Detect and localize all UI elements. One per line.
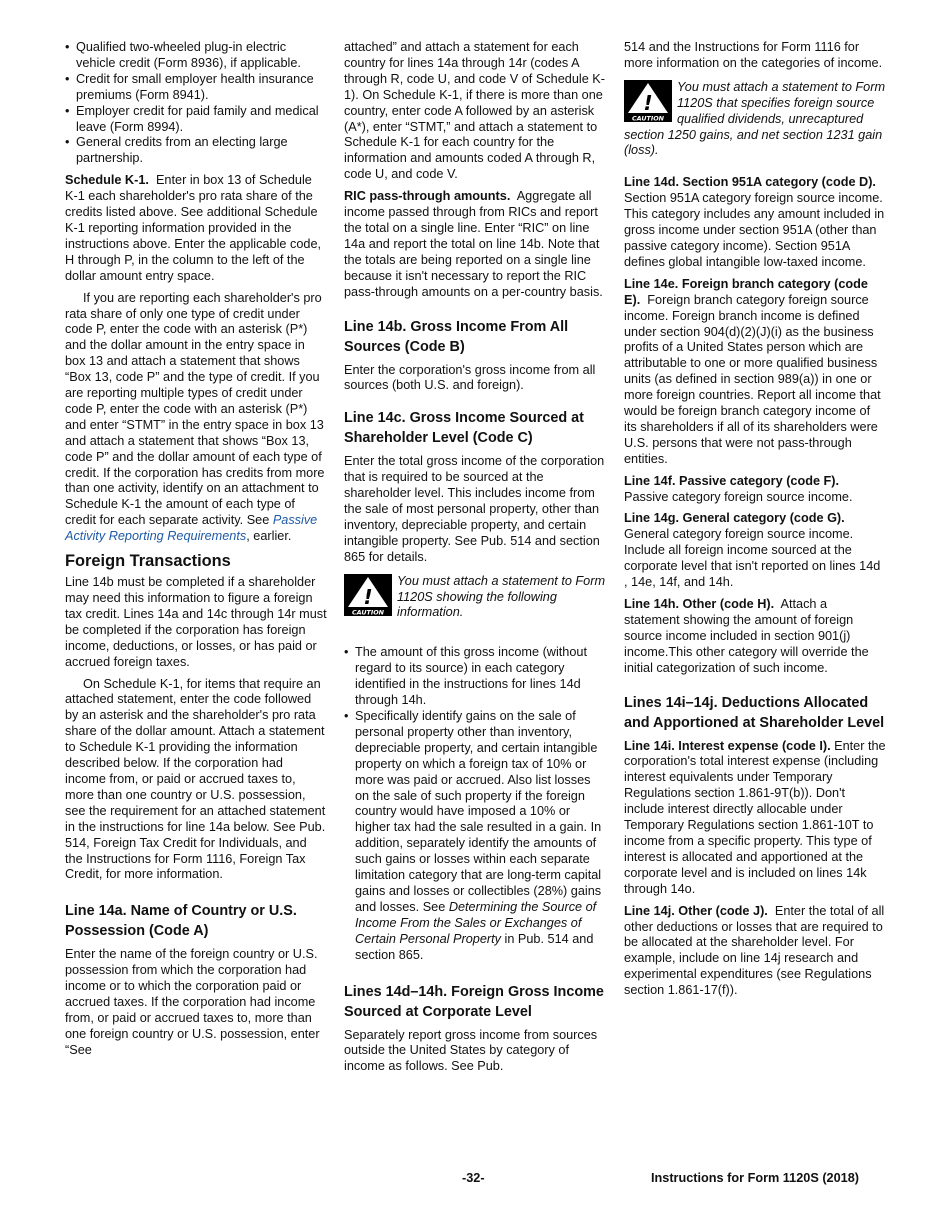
schedule-k1-heading: Schedule K-1. [65, 173, 149, 188]
caution-icon [624, 80, 672, 122]
line-14e-paragraph [624, 277, 886, 468]
line-14i-paragraph [624, 739, 886, 898]
line-14j-text: Enter the total of all other deductions or losses that are required to be allocated at the shareholder level. For example, include on line 14j research and experimental expenditures (see Regulations section 1.861-17(f)). [624, 903, 885, 998]
line-14j-heading: Line 14j. Other (code J). [624, 903, 768, 918]
line-14h-text: Attach a statement showing the amount of foreign source income included in section 901(j) income.This other category will override the initial categorization of such income. [624, 597, 869, 675]
line-14i-heading: Line 14i. Interest expense (code I). [624, 738, 831, 753]
line-14i-14j-heading: Lines 14i–14j. Deductions Allocated and Apportioned at Shareholder Level [624, 694, 885, 731]
caution-note [624, 80, 886, 160]
line-14d-14h-text: Separately report gross income from sources outside the United States by category of income as follows. See Pub. [344, 1027, 598, 1074]
schedule-k1-paragraph [65, 173, 327, 284]
line-14d-text: Section 951A category foreign source income. This category includes any amount included in gross income under section 951A (other than passive category income). Section 951A defines global intangible low-taxed income. [624, 191, 885, 269]
line-14f-paragraph [624, 474, 886, 506]
column-middle [344, 40, 606, 1081]
schedule-k1-text: Enter in box 13 of Schedule K-1 each shareholder's pro rata share of the credits listed above. See additional Schedule K-1 reporting information provided in the instructions above. Enter the applicable code, H through P, in the column to the left of the dollar amount entry space. [65, 173, 322, 283]
line-14a-heading: Line 14a. Name of Country or U.S. Possession (Code A) [65, 903, 297, 940]
line-14c-text: Enter the total gross income of the corporation that is required to be sourced at the shareholder level. This includes income from the sale of most personal property, other than inventory, depreciable property, and certain intangible property. See Pub. 514 and section 865 for details. [344, 454, 605, 564]
page-number: -32- [462, 1171, 485, 1185]
line-14i-text: Enter the corporation's total interest expense (including interest equivalents under Temporary Regulations section 1.861-9T(b)). Don't include interest directly allocable under Temporary Regulations section 1.861-10T to income from a specific property. This type of interest is allocated and apportioned at the corporate level and is included on lines 14k through 14o. [624, 738, 886, 896]
line-14e-heading: Line 14e. Foreign branch category (code E). [624, 276, 868, 307]
caution-text: You must attach a statement to Form 1120S showing the following information. [397, 573, 606, 620]
credit-bullet: • General credits from an electing large partnership. [65, 135, 327, 167]
line-14h-paragraph [624, 597, 886, 677]
credit-bullet: • Employer credit for paid family and medical leave (Form 8994). [65, 104, 327, 136]
caution-text: You must attach a statement to Form 1120S that specifies foreign source qualified dividends, unrecaptured section 1250 gains, and net section 1231 gain (loss). [624, 79, 886, 158]
line-14h-heading: Line 14h. Other (code H). [624, 597, 775, 611]
line-14d-14h-heading: Lines 14d–14h. Foreign Gross Income Sourced at Corporate Level [344, 983, 604, 1020]
column-right [624, 40, 886, 1005]
bullet-italic-reference: Determining the Source of Income From the Sales or Exchanges of Certain Personal Property [355, 899, 597, 946]
caution-icon [344, 574, 392, 616]
country-statement-text: attached” and attach a statement for each country for lines 14a through 14r (codes A through R, code U, and code V of Schedule K-1). On Schedule K-1, if there is more than one country, enter code A followed by an asterisk (A*), enter “STMT,” and attach a statement to Schedule K-1 for each country for the information and amounts coded A through R, code U, and code V. [344, 40, 605, 182]
passive-activity-link[interactable]: Passive Activity Reporting Requirements [65, 513, 318, 544]
bullet-tail: in Pub. 514 and section 865. [355, 931, 594, 962]
caution-mark: ! [363, 584, 373, 609]
credit-bullet: • Qualified two-wheeled plug-in electric vehicle credit (Form 8936), if applicable. [65, 40, 327, 72]
caution-label: CAUTION [351, 608, 385, 616]
ric-heading: RIC pass-through amounts. [344, 189, 511, 204]
caution-note [344, 574, 606, 622]
line-14a-text: Enter the name of the foreign country or U.S. possession from which the corporation had income or to which the corporation paid or accrued taxes. If the corporation had income from, or paid or accrued taxes to, more than one foreign country or U.S. possession, enter “See [65, 947, 320, 1057]
statement-bullet: • The amount of this gross income (without regard to its source) in each category identified in the instructions for lines 14d through 14h. [344, 645, 606, 709]
line-14e-text: Foreign branch category foreign source income. Foreign branch income is defined under section 904(d)(2)(J)(i) as the business profits of a United States person which are attributable to one or more qualified business units (as defined in section 989(a)) in one or more foreign countries. Report all income that would be foreign branch category income of its shareholders if all of its shareholders were U.S. persons that were not pass-through entities. [624, 292, 881, 466]
foreign-paragraph-2: On Schedule K-1, for items that require an attached statement, enter the code followed by an asterisk and the shareholder's pro rata share of the dollar amount. Attach a statement to Schedule K-1 providing the information described below. If the corporation had income from, or paid or accrued taxes to, more than one country or U.S. possession, see the requirement for an attached statement in the instructions for line 14a below. See Pub. 514, Foreign Tax Credit for Individuals, and the Instructions for Form 1116, Foreign Tax Credit, for more information. [65, 676, 326, 882]
line-14b-text: Enter the corporation's gross income from all sources (both U.S. and foreign). [344, 362, 596, 393]
line-14b-heading: Line 14b. Gross Income From All Sources (Code B) [344, 318, 569, 355]
line-14c-heading: Line 14c. Gross Income Sourced at Shareholder Level (Code C) [344, 410, 584, 447]
statement-bullet [344, 709, 606, 964]
credit-bullet: • Credit for small employer health insurance premiums (Form 8941). [65, 72, 327, 104]
line-14g-text: General category foreign source income. Include all foreign income sourced at the corporate level that isn't reported on lines 14d , 14e, 14f, and 14h. [624, 527, 881, 590]
line-14d-paragraph [624, 175, 886, 270]
ric-text: Aggregate all income passed through from RICs and report the total on a single line. Enter “RIC” on line 14a and report the total on line 14b. Note that the totals are being reported on a single line because it isn't necessary to report the RIC pass-through amounts on a per-country basis. [344, 189, 603, 299]
document-title: Instructions for Form 1120S (2018) [651, 1171, 859, 1185]
column-left [65, 40, 327, 1065]
foreign-paragraph-1: Line 14b must be completed if a shareholder may need this information to figure a foreign tax credit. Lines 14a and 14c through 14r must be completed if the corporation has foreign income, deductions, or losses, or has paid or accrued foreign taxes. [65, 575, 327, 669]
foreign-transactions-heading: Foreign Transactions [65, 552, 231, 571]
ric-paragraph [344, 189, 606, 300]
line-14d-heading: Line 14d. Section 951A category (code D). [624, 175, 876, 190]
caution-label: CAUTION [631, 114, 665, 122]
line-14j-paragraph [624, 904, 886, 999]
line-14f-text: Passive category foreign source income. [624, 489, 853, 504]
code-p-paragraph [65, 291, 327, 546]
bullet-text: Specifically identify gains on the sale of personal property other than inventory, depreciable property, and certain intangible property on which a foreign tax of 10% or more was paid or accrued. Also list losses on the sale of such property if the foreign country would have imposed a 10% or higher tax had the sale resulted in a gain. In addition, separately identify the amounts of such gains or losses within each separate limitation category that are long-term capital gains and losses or collectibles (28%) gains and losses. See [355, 709, 602, 914]
code-p-text: If you are reporting each shareholder's pro rata share of only one type of credit under code P, enter the code with an asterisk (P*) and the dollar amount in the entry space in box 13 and attach a statement that shows “Box 13, code P” and the type of credit. If you are reporting multiple types of credit under code P, enter the code with an asterisk (P*) and enter “STMT” in the entry space in box 13 and attach a statement that shows “Box 13, code P” and the dollar amount of each type of credit. If the corporation has credits from more than one activity, identify on an attachment to Schedule K-1 the amount of each type of credit for each separate activity. See [65, 290, 325, 528]
code-p-tail: , earlier. [246, 529, 292, 544]
categories-continuation-text: 514 and the Instructions for Form 1116 for more information on the categories of income. [624, 40, 883, 70]
line-14f-heading: Line 14f. Passive category (code F). [624, 473, 840, 488]
caution-mark: ! [643, 90, 653, 115]
line-14g-heading: Line 14g. General category (code G). [624, 511, 845, 526]
line-14g-paragraph [624, 511, 886, 591]
